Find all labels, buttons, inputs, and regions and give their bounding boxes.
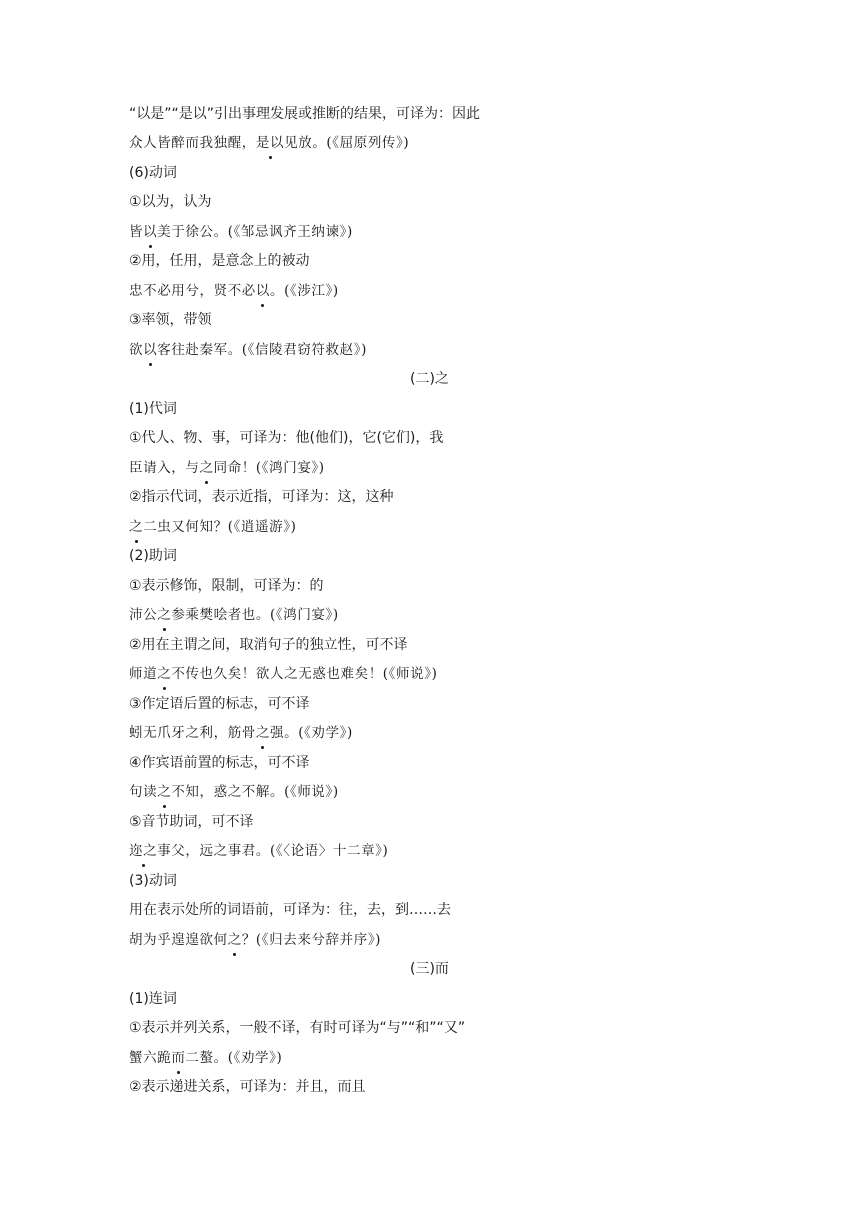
meaning-line: ②指示代词，表示近指，可译为：这，这种 (129, 489, 394, 505)
example-line: 胡为乎遑遑欲何之？(《归去来兮辞并序》) (129, 927, 381, 953)
meaning-line: ④作宾语前置的标志，可不译 (129, 755, 310, 771)
emphasis-mark: 以 (256, 278, 270, 304)
emphasis-mark: 迩之 (129, 838, 157, 864)
meaning-line: ③率领，带领 (129, 312, 212, 328)
note-line: “以是”“是以”引出事理发展或推断的结果，可译为：因此 (129, 106, 481, 122)
emphasis-mark: 之 (228, 927, 242, 953)
emphasis-mark: 以 (143, 219, 157, 245)
meaning-line: ②表示递进关系，可译为：并且，而且 (129, 1079, 366, 1095)
section-subheading: (6)动词 (129, 165, 177, 181)
example-line: 迩之事父，远之事君。(《〈论语〉十二章》) (129, 838, 388, 864)
section-subheading: (1)连词 (129, 991, 177, 1007)
meaning-line: ①以为，认为 (129, 194, 212, 210)
emphasis-mark: 是以 (256, 130, 284, 156)
emphasis-mark: 以 (143, 337, 157, 363)
meaning-line: ①表示并列关系，一般不译，有时可译为“与”“和”“又” (129, 1020, 466, 1036)
section-subheading: (3)动词 (129, 873, 177, 889)
example-line: 句读之不知，惑之不解。(《师说》) (129, 779, 339, 805)
section-subheading: (2)助词 (129, 548, 177, 564)
emphasis-mark: 之 (157, 779, 171, 805)
example-line: 之二虫又何知？(《逍遥游》) (129, 514, 296, 540)
example-line: 忠不必用兮，贤不必以。(《涉江》) (129, 278, 339, 304)
emphasis-mark: 之 (200, 455, 214, 481)
section-heading: (三)而 (410, 961, 449, 977)
emphasis-mark: 之 (157, 602, 171, 628)
meaning-line: ②用，任用，是意念上的被动 (129, 253, 310, 269)
example-line: 蚓无爪牙之利，筋骨之强。(《劝学》) (129, 720, 353, 746)
example-line: 蟹六跪而二螯。(《劝学》) (129, 1045, 282, 1071)
meaning-line: ②用在主谓之间，取消句子的独立性，可不译 (129, 637, 408, 653)
example-line: 众人皆醉而我独醒，是以见放。(《屈原列传》) (129, 130, 409, 156)
meaning-line: ①代人、物、事，可译为：他(他们)，它(它们)，我 (129, 430, 444, 446)
meaning-line: ⑤音节助词，可不译 (129, 814, 254, 830)
meaning-line: 用在表示处所的词语前，可译为：往，去，到……去 (129, 902, 451, 918)
emphasis-mark: 之 (129, 514, 143, 540)
emphasis-mark: 之 (256, 720, 270, 746)
meaning-line: ③作定语后置的标志，可不译 (129, 696, 310, 712)
meaning-line: ①表示修饰，限制，可译为：的 (129, 578, 324, 594)
section-subheading: (1)代词 (129, 401, 177, 417)
example-line: 臣请入，与之同命！(《鸿门宴》) (129, 455, 325, 481)
emphasis-mark: 之 (157, 661, 171, 687)
example-line: 沛公之参乘樊哙者也。(《鸿门宴》) (129, 602, 339, 628)
example-line: 师道之不传也久矣！欲人之无惑也难矣！(《师说》) (129, 661, 437, 687)
section-heading: (二)之 (410, 371, 449, 387)
example-line: 欲以客往赴秦军。(《信陵君窃符救赵》) (129, 337, 367, 363)
example-line: 皆以美于徐公。(《邹忌讽齐王纳谏》) (129, 219, 353, 245)
emphasis-mark: 而 (171, 1045, 185, 1071)
